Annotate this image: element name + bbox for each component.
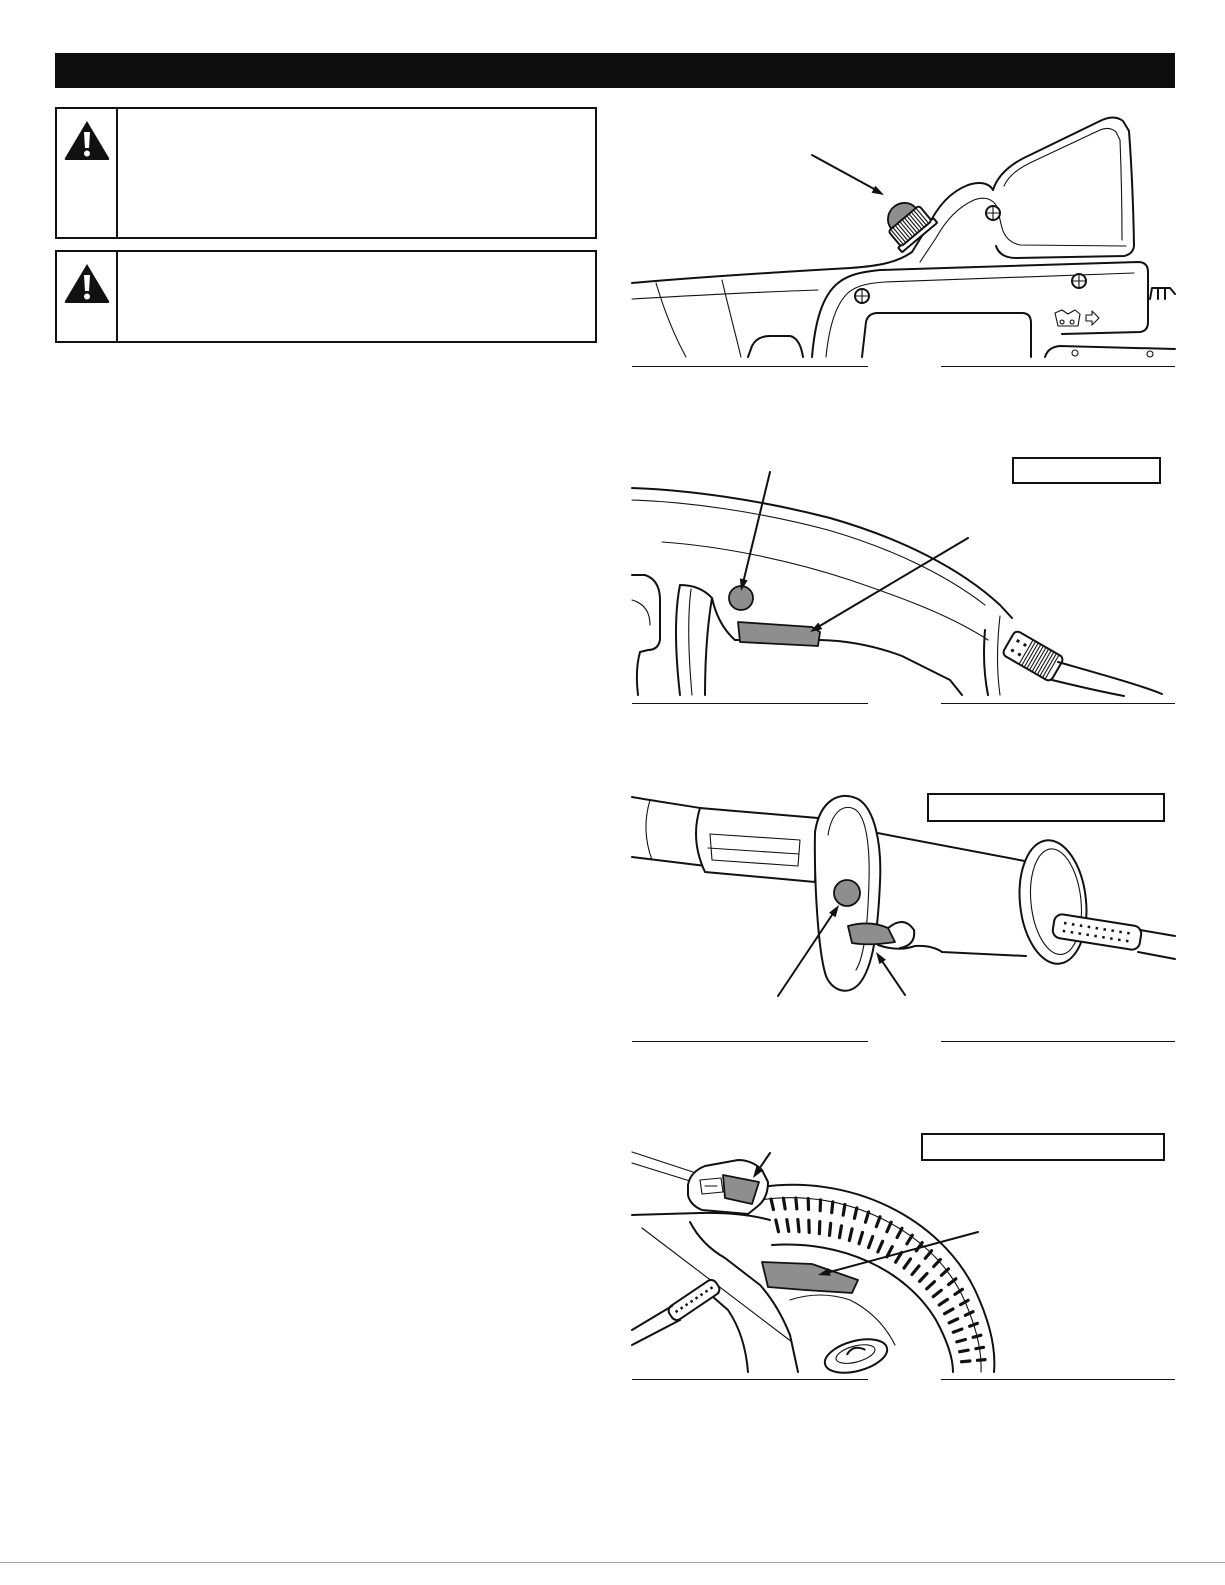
- corrugated-handle-rib: [843, 1205, 845, 1216]
- pointer-arrow: [812, 155, 884, 195]
- strain-relief-dot: [1111, 929, 1114, 932]
- warning-triangle-icon: [63, 119, 111, 161]
- bar-mount: [1045, 346, 1175, 357]
- strain-relief-dot: [1063, 930, 1066, 933]
- handle-contour-line: [656, 283, 686, 357]
- corrugated-handle-rib: [961, 1300, 969, 1304]
- corrugated-handle-rib: [970, 1323, 978, 1326]
- page-bottom-rule: [0, 1562, 1225, 1563]
- corrugated-handle-rib: [783, 1198, 785, 1209]
- corrugated-handle-rib: [887, 1222, 891, 1232]
- corrugated-handle-rib: [912, 1266, 919, 1274]
- figure-caption-rule: [632, 1379, 868, 1380]
- corrugated-handle-rib: [953, 1329, 962, 1332]
- figure-caption-rule: [632, 1041, 868, 1042]
- handle-loop: [705, 1290, 748, 1372]
- lock-off-button: [834, 880, 860, 906]
- cord-plug: [1002, 630, 1064, 682]
- figure-caption-rule: [941, 1041, 1175, 1042]
- corrugated-handle-rib: [839, 1226, 841, 1238]
- strain-relief-dot: [1102, 936, 1105, 939]
- body-contour-line: [662, 542, 988, 640]
- direction-arrow-icon: [1086, 311, 1099, 325]
- front-handle-strut: [689, 589, 692, 695]
- strain-relief-dot: [1118, 938, 1121, 941]
- warning-box-1: [55, 107, 597, 239]
- corrugated-handle-rib: [934, 1260, 941, 1267]
- pole-tube-ring: [646, 800, 652, 860]
- screw-icon: [1072, 274, 1086, 288]
- strain-relief-dot: [1070, 931, 1073, 934]
- corrugated-handle-rib: [925, 1251, 931, 1259]
- figure-caption-rule: [941, 1379, 1175, 1380]
- housing-window: [862, 313, 1031, 357]
- handle-body: [878, 945, 1026, 956]
- motor-housing: [812, 262, 1148, 357]
- bar-guard: [993, 118, 1134, 259]
- bar-mount-hole: [1072, 350, 1078, 356]
- cord-strain-relief: [666, 1278, 721, 1323]
- corrugated-handle-rib: [897, 1228, 902, 1237]
- chain-symbol-icon: [1055, 310, 1080, 326]
- corrugated-handle-rib: [945, 1309, 953, 1314]
- corrugated-handle-rib: [776, 1220, 779, 1232]
- warning-triangle-icon: [63, 262, 111, 304]
- section-header-bar: [55, 53, 1175, 88]
- corrugated-handle-rib: [965, 1312, 973, 1316]
- corrugated-handle-rib: [869, 1237, 873, 1248]
- corrugated-handle-rib: [927, 1282, 935, 1289]
- figure-caption-rule: [941, 703, 1175, 704]
- rotation-dial: [821, 1333, 891, 1379]
- power-cord: [1058, 662, 1162, 694]
- screw-icon: [986, 206, 1000, 220]
- body-contour-line: [632, 500, 985, 605]
- strain-relief-dot: [1088, 925, 1091, 928]
- handle-contour-line: [722, 280, 741, 357]
- saw-body-top-edge: [632, 252, 912, 283]
- strain-relief-dot: [1080, 924, 1083, 927]
- power-cord: [632, 1320, 680, 1345]
- strain-relief-dot: [1127, 932, 1130, 935]
- corrugated-handle-rib: [829, 1223, 830, 1235]
- handle-opening: [790, 1295, 895, 1345]
- handle-underside: [712, 598, 962, 695]
- strain-relief-dot: [1103, 928, 1106, 931]
- power-cord: [1138, 952, 1175, 959]
- corrugated-handle-rib: [904, 1259, 910, 1268]
- corrugated-handle-rib: [976, 1347, 984, 1348]
- front-guard-contour: [632, 600, 650, 625]
- rear-handle: [998, 616, 1001, 695]
- strain-relief-dot: [1064, 922, 1067, 925]
- bar-guard-contour: [1004, 128, 1122, 240]
- corrugated-handle-rib: [977, 1360, 985, 1361]
- end-flange: [1014, 837, 1093, 967]
- strain-relief-dot: [1110, 937, 1113, 940]
- figure-label-box: [927, 793, 1165, 822]
- corrugated-handle-rib: [957, 1339, 966, 1341]
- rear-handle-opening: [748, 336, 803, 357]
- pole-tube: [632, 857, 706, 866]
- strain-relief-dot: [1094, 935, 1097, 938]
- corrugated-handle-rib: [949, 1319, 958, 1323]
- switch-trigger: [848, 923, 895, 944]
- corrugated-handle-rib: [876, 1217, 880, 1227]
- bar-mount-hole: [1147, 351, 1153, 357]
- corrugated-handle-rib: [939, 1299, 947, 1305]
- strain-relief-dot: [1126, 940, 1129, 943]
- front-handle-strut: [680, 585, 712, 695]
- warning-icon-cell: [57, 252, 118, 341]
- figure-label-box: [921, 1133, 1165, 1161]
- strain-relief-dot: [1078, 932, 1081, 935]
- warning-icon-cell: [57, 109, 118, 237]
- corrugated-handle-rib: [866, 1212, 869, 1222]
- figure-caption-rule: [632, 703, 868, 704]
- corrugated-handle-rib: [920, 1274, 927, 1282]
- corrugated-handle-rib: [796, 1198, 797, 1209]
- power-cord: [1140, 930, 1175, 936]
- figure-1-oil-cap-illustration: [630, 108, 1177, 360]
- oil-tank-contour: [920, 198, 1126, 262]
- power-plug: [1150, 288, 1175, 299]
- corrugated-handle-rib: [771, 1199, 773, 1210]
- switch-trigger: [762, 1262, 858, 1293]
- strain-relief-dot: [1086, 933, 1089, 936]
- corrugated-handle-rib: [973, 1335, 981, 1337]
- warning-box-2: [55, 250, 597, 343]
- switch-trigger: [738, 622, 820, 646]
- corrugated-handle-rib: [798, 1220, 799, 1232]
- strain-relief-dot: [1095, 927, 1098, 930]
- corrugated-handle-rib: [859, 1232, 862, 1243]
- corrugated-handle-rib: [949, 1279, 956, 1285]
- corrugated-handle-rib: [878, 1241, 883, 1252]
- figure-caption-rule: [941, 366, 1175, 367]
- screw-icon: [855, 289, 869, 303]
- figure-4-hedge-handle-illustration: [630, 1140, 1177, 1375]
- pointer-arrow: [810, 538, 968, 632]
- corrugated-handle-rib: [832, 1202, 833, 1213]
- corrugated-handle-rib: [787, 1220, 789, 1232]
- corrugated-handle-rib: [960, 1350, 969, 1352]
- corrugated-handle-rib: [907, 1235, 912, 1244]
- pole-line: [632, 1152, 693, 1172]
- strain-relief-dot: [1119, 931, 1122, 934]
- pointer-arrow: [740, 472, 770, 591]
- power-cord: [1052, 680, 1124, 696]
- corrugated-handle-rib: [961, 1361, 969, 1362]
- oil-cap: [876, 192, 937, 252]
- figure-label-box: [1012, 457, 1161, 484]
- handle-body: [872, 832, 1030, 862]
- corrugated-handle-rib: [854, 1208, 856, 1218]
- front-guard: [632, 575, 660, 695]
- corrugated-handle-rib: [849, 1229, 852, 1241]
- strain-relief-dot: [1072, 923, 1075, 926]
- saw-body-top-edge: [632, 488, 1012, 618]
- figure-caption-rule: [632, 366, 868, 367]
- corrugated-handle-rib: [933, 1290, 941, 1296]
- pointer-arrow: [876, 952, 905, 995]
- front-handle-strut: [676, 585, 680, 695]
- figure-2-trigger-illustration: [630, 465, 1177, 700]
- pole-line: [632, 1163, 690, 1181]
